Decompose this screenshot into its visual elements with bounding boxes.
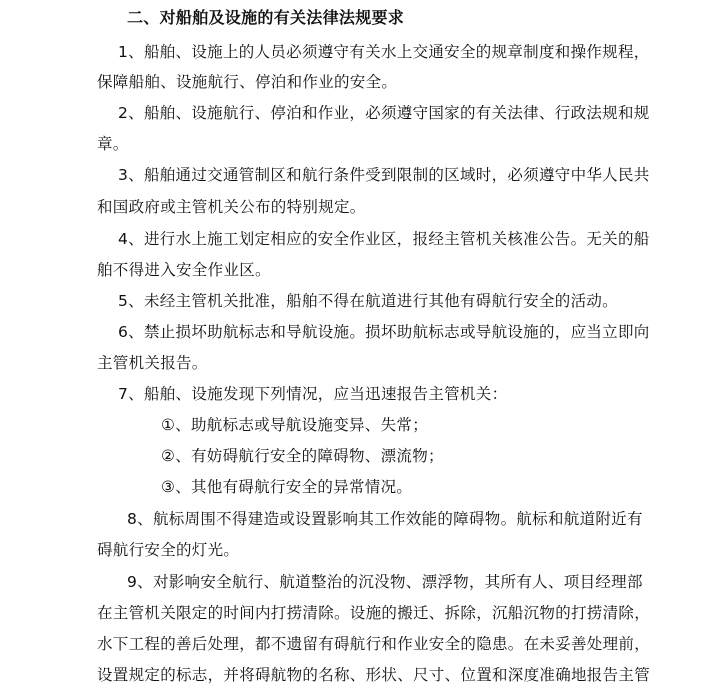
paragraph-9-line-4: 设置规定的标志，并将碍航物的名称、形状、尺寸、位置和深度准确地报告主管 (97, 666, 651, 684)
paragraph-9-line-1: 9、对影响安全航行、航道整治的沉没物、漂浮物，其所有人、项目经理部 (127, 573, 643, 591)
list-item-1: ①、助航标志或导航设施变异、失常； (161, 416, 428, 434)
paragraph-5-line-1: 5、未经主管机关批准，船舶不得在航道进行其他有碍航行安全的活动。 (118, 292, 618, 310)
paragraph-4-line-1: 4、进行水上施工划定相应的安全作业区，报经主管机关核准公告。无关的船 (118, 230, 650, 248)
paragraph-1-line-1: 1、船舶、设施上的人员必须遵守有关水上交通安全的规章制度和操作规程， (118, 43, 650, 61)
paragraph-3-line-2: 和国政府或主管机关公布的特别规定。 (97, 198, 366, 216)
paragraph-6-line-2: 主管机关报告。 (97, 354, 208, 372)
paragraph-4-line-2: 舶不得进入安全作业区。 (97, 261, 271, 279)
section-heading: 二、对船舶及设施的有关法律法规要求 (127, 8, 405, 27)
list-item-3: ③、其他有碍航行安全的异常情况。 (161, 478, 413, 496)
paragraph-2-line-1: 2、船舶、设施航行、停泊和作业，必须遵守国家的有关法律、行政法规和规 (118, 104, 650, 122)
paragraph-8-line-1: 8、航标周围不得建造或设置影响其工作效能的障碍物。航标和航道附近有 (127, 510, 643, 528)
paragraph-1-line-2: 保障船舶、设施航行、停泊和作业的安全。 (97, 73, 398, 91)
paragraph-9-line-3: 水下工程的善后处理，都不遗留有碍航行和作业安全的隐患。在未妥善处理前， (97, 635, 651, 653)
paragraph-9-line-2: 在主管机关限定的时间内打捞清除。设施的搬迁、拆除，沉船沉物的打捞清除， (97, 604, 651, 622)
paragraph-7-line-1: 7、船舶、设施发现下列情况，应当迅速报告主管机关： (118, 385, 508, 403)
paragraph-6-line-1: 6、禁止损坏助航标志和导航设施。损坏助航标志或导航设施的，应当立即向 (118, 323, 650, 341)
paragraph-2-line-2: 章。 (97, 135, 129, 153)
list-item-2: ②、有妨碍航行安全的障碍物、漂流物； (161, 447, 444, 465)
paragraph-3-line-1: 3、船舶通过交通管制区和航行条件受到限制的区域时，必须遵守中华人民共 (118, 166, 650, 184)
paragraph-8-line-2: 碍航行安全的灯光。 (97, 541, 240, 559)
